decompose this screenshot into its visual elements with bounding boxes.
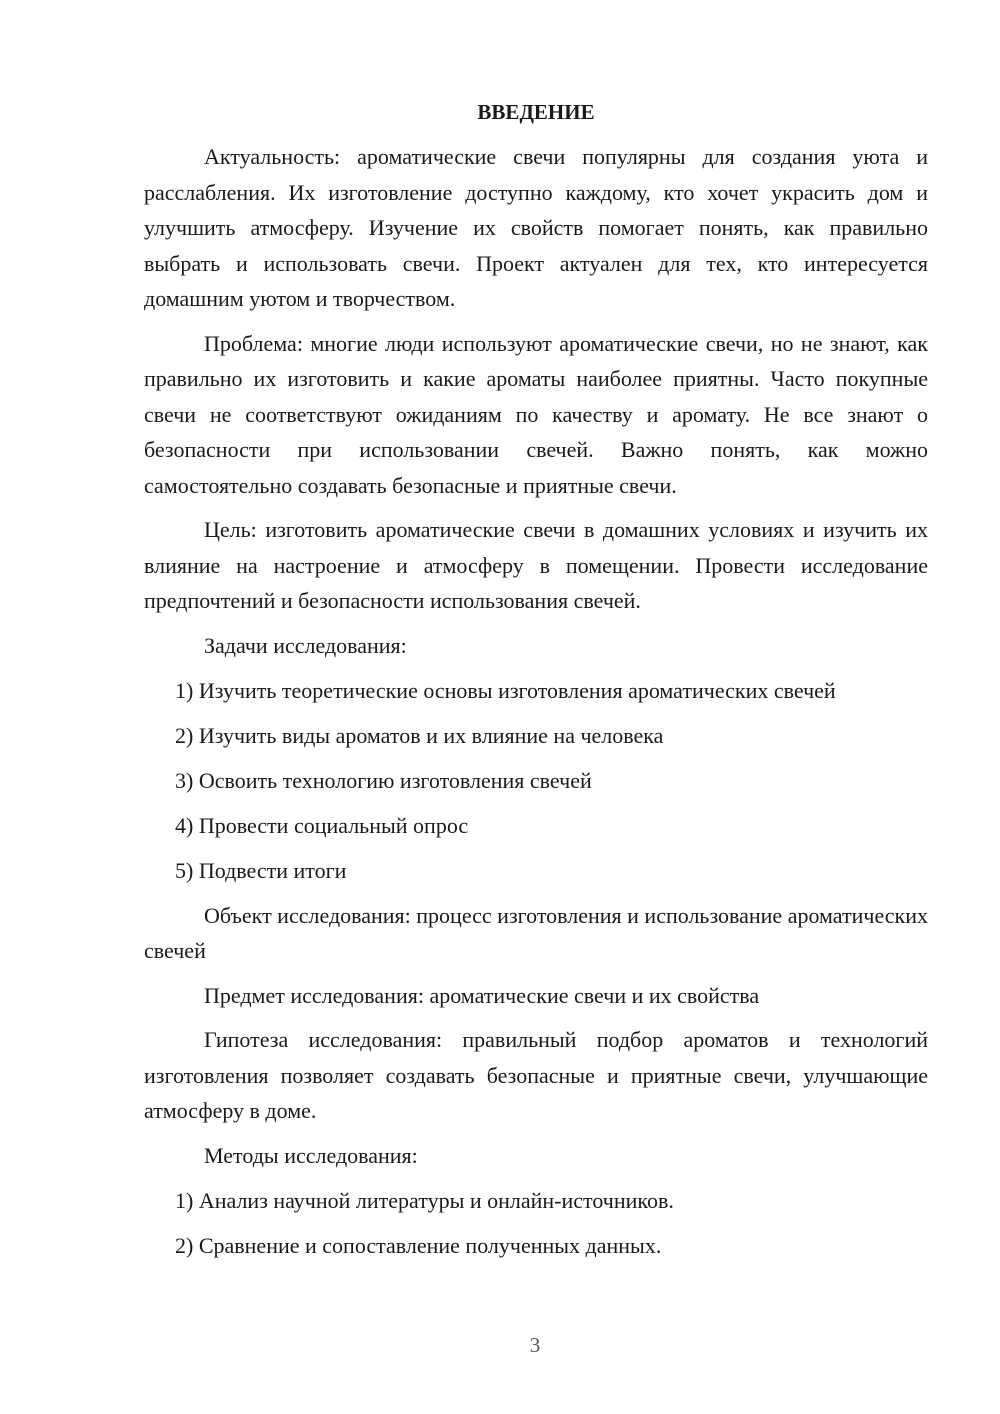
tasks-list-item: 1) Изучить теоретические основы изготовления ароматических свечей xyxy=(175,677,836,703)
tasks-list-item: 2) Изучить виды ароматов и их влияние на человека xyxy=(175,722,664,748)
methods-heading: Методы исследования: xyxy=(204,1142,418,1168)
methods-list-item: 1) Анализ научной литературы и онлайн-источников. xyxy=(175,1187,674,1213)
subject-paragraph: Предмет исследования: ароматические свечи и их свойства xyxy=(204,982,760,1008)
tasks-list-item: 4) Провести социальный опрос xyxy=(175,812,469,838)
tasks-heading: Задачи исследования: xyxy=(204,632,407,658)
methods-list-item: 2) Сравнение и сопоставление полученных данных. xyxy=(175,1232,662,1258)
document-page xyxy=(144,96,928,1273)
hypothesis-paragraph: Гипотеза исследования: правильный подбор ароматов и технологий изготовления позволяет создавать безопасные и приятные свечи, улучшающие атмосферу в доме. xyxy=(144,1027,928,1123)
tasks-list-item: 5) Подвести итоги xyxy=(175,857,347,883)
tasks-list xyxy=(144,673,928,889)
object-paragraph: Объект исследования: процесс изготовления и использование ароматических свечей xyxy=(144,902,928,963)
problem-paragraph: Проблема: многие люди используют ароматические свечи, но не знают, как правильно их изготовить и какие ароматы наиболее приятны. Часто покупные свечи не соответствуют ожиданиям по качеству и аромату. Не все знают о безопасности при использовании свечей. Важно понять, как можно самостоятельно создавать безопасные и приятные свечи. xyxy=(144,330,928,498)
page-number: 3 xyxy=(529,1333,541,1357)
section-title: ВВЕДЕНИЕ xyxy=(477,100,595,124)
methods-list xyxy=(144,1183,928,1264)
relevance-paragraph: Актуальность: ароматические свечи популярны для создания уюта и расслабления. Их изготовление доступно каждому, кто хочет украсить дом и улучшить атмосферу. Изучение их свойств помогает понять, как правильно выбрать и использовать свечи. Проект актуален для тех, кто интересуется домашним уютом и творчеством. xyxy=(144,144,928,311)
goal-paragraph: Цель: изготовить ароматические свечи в домашних условиях и изучить их влияние на настроение и атмосферу в помещении. Провести исследование предпочтений и безопасности использования свечей. xyxy=(144,517,928,613)
tasks-list-item: 3) Освоить технологию изготовления свечей xyxy=(175,767,592,793)
